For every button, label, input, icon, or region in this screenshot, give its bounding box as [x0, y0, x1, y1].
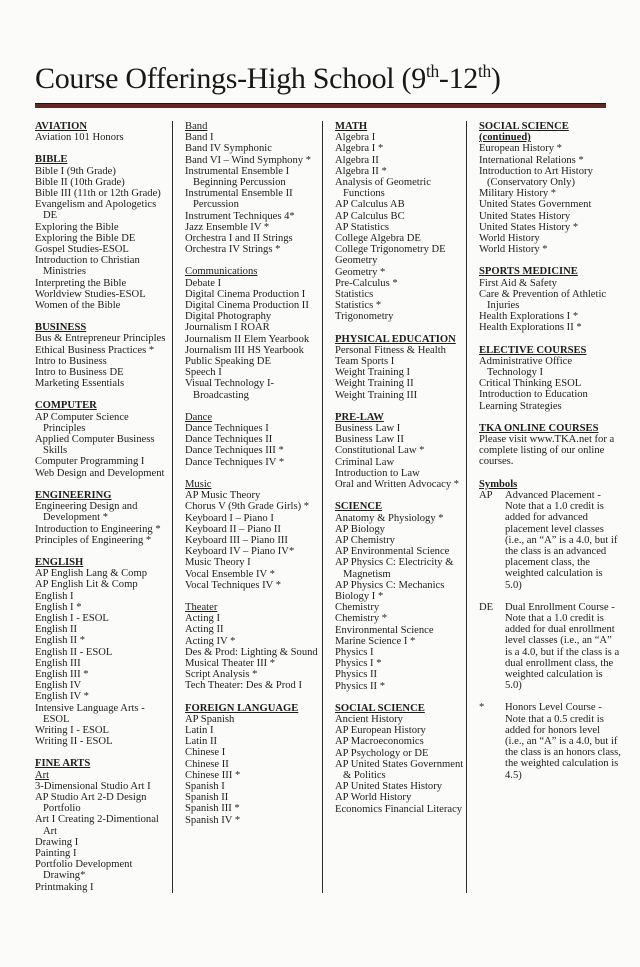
course-item: AP United States Government & Politics — [335, 758, 464, 781]
course-item: AP English Lit & Comp — [35, 579, 138, 591]
course-item: AP Computer Science Principles — [35, 411, 129, 434]
course-item: Musical Theater III * — [185, 657, 276, 669]
section-header: FOREIGN LANGUAGE — [185, 702, 299, 714]
course-item: Learning Strategies — [479, 400, 562, 412]
section-science — [335, 501, 465, 691]
course-item: Band I — [185, 132, 214, 144]
course-item: Web Design and Development — [35, 467, 165, 479]
course-item: Band IV Symphonic — [185, 143, 272, 155]
course-item: AP European History — [335, 725, 426, 737]
course-item: United States Government — [479, 199, 592, 211]
course-item: AP Environmental Science — [335, 546, 450, 558]
symbol-description: Dual Enrollment Course - Note that a 1.0 credit is added for dual enrollment level classes (i.e., an “A” is a 4.0, but if the class is a dual enrollment class, the weighted calculation is 5.0) — [505, 601, 620, 692]
course-item: Vocal Ensemble IV * — [185, 568, 275, 580]
course-item: Vocal Techniques IV * — [185, 579, 282, 591]
course-item: Health Explorations II * — [479, 322, 582, 334]
course-item: AP Psychology or DE — [335, 747, 429, 759]
course-columns — [35, 121, 640, 893]
section-header: TKA ONLINE COURSES — [479, 422, 599, 434]
course-item: Anatomy & Physiology * — [335, 512, 444, 524]
course-item: International Relations * — [479, 154, 584, 166]
course-item: Journalism I ROAR — [185, 322, 270, 334]
section-header: ENGLISH — [35, 556, 84, 568]
course-item: Spanish II — [185, 792, 229, 804]
section-foreign-language — [185, 703, 321, 826]
course-item: English III * — [35, 668, 89, 680]
course-item: Journalism II Elem Yearbook — [185, 333, 310, 345]
course-item: Statistics * — [335, 300, 382, 312]
course-item: Oral and Written Advocacy * — [335, 479, 460, 491]
course-item: AP Calculus BC — [335, 210, 405, 222]
course-item: Keyboard III – Piano III — [185, 534, 288, 546]
course-item: Orchestra IV Strings * — [185, 244, 281, 256]
course-item: Exploring the Bible DE — [35, 232, 136, 244]
course-item: Chinese II — [185, 758, 229, 770]
course-item: College Algebra DE — [335, 233, 421, 245]
course-item: Chinese III * — [185, 769, 241, 781]
symbol-term: * — [479, 702, 485, 714]
course-item: European History * — [479, 143, 562, 155]
section-math — [335, 121, 465, 323]
course-item: Evangelism and Apologetics DE — [35, 199, 157, 222]
course-item: Aviation 101 Honors — [35, 132, 124, 144]
course-item: Physics I * — [335, 658, 382, 670]
course-item: AP World History — [335, 792, 412, 804]
course-item: Introduction to Art History (Conservatory Only) — [479, 165, 593, 189]
course-item: Chemistry — [335, 602, 380, 614]
course-item: Acting I — [185, 613, 221, 625]
course-item: Pre-Calculus * — [335, 277, 398, 289]
column-1 — [35, 121, 171, 893]
symbol-term: AP — [479, 489, 493, 501]
section-header: SCIENCE — [335, 501, 383, 513]
course-item: Intro to Business DE — [35, 367, 124, 379]
course-item: English III — [35, 657, 81, 669]
course-item: Geometry — [335, 255, 378, 267]
course-item: Chemistry * — [335, 613, 388, 625]
document-page — [0, 62, 640, 967]
section-header: FINE ARTS — [35, 758, 91, 770]
course-item: Business Law I — [335, 423, 401, 435]
course-item: Physics II — [335, 669, 378, 681]
title-text-post: ) — [490, 62, 501, 95]
section-header: Music — [185, 478, 212, 490]
course-item: Biology I * — [335, 590, 384, 602]
course-item: Ethical Business Practices * — [35, 344, 155, 356]
section-art — [35, 770, 171, 893]
course-item: AP Calculus AB — [335, 199, 405, 211]
section-header: MATH — [335, 121, 368, 132]
section-social-science — [335, 703, 465, 815]
course-item: Drawing I — [35, 836, 79, 848]
symbol-description: Honors Level Course - Note that a 0.5 credit is added for honors level (i.e., an “A” is a 4.0, but if the class is an honors class, the weighted calculation is 4.5) — [505, 702, 621, 781]
course-item: Weight Training III — [335, 389, 418, 401]
course-item: Keyboard IV – Piano IV* — [185, 546, 295, 558]
section-sports-medicine — [479, 266, 621, 333]
course-item: English IV * — [35, 691, 89, 703]
symbol-term: DE — [479, 601, 494, 613]
course-item: English I * — [35, 601, 82, 613]
section-header: SOCIAL SCIENCE (continued) — [479, 121, 569, 144]
course-item: English II - ESOL — [35, 646, 113, 658]
symbol-description: Advanced Placement - Note that a 1.0 credit is added for advanced placement level classes (i.e., an “A” is a 4.0, but if the class is an advanced placement class, the weighted calculation is 5.0) — [505, 489, 618, 591]
course-item: Constitutional Law * — [335, 445, 425, 457]
course-item: Bus & Entrepreneur Principles — [35, 333, 166, 345]
course-item: Personal Fitness & Health — [335, 344, 446, 356]
course-item: Band VI – Wind Symphony * — [185, 154, 312, 166]
title-text-mid: -12 — [438, 62, 478, 95]
course-item: Applied Computer Business Skills — [35, 434, 155, 457]
section-header: PRE-LAW — [335, 411, 384, 423]
course-item: Intensive Language Arts - ESOL — [35, 702, 145, 725]
course-item: Introduction to Christian Ministries — [35, 255, 140, 278]
course-item: English II * — [35, 635, 86, 647]
section-physical-education — [335, 334, 465, 401]
section-header: Band — [185, 121, 208, 132]
section-computer — [35, 400, 171, 478]
course-item: Keyboard I – Piano I — [185, 512, 274, 524]
section-header: AVIATION — [35, 121, 88, 132]
page-title — [35, 62, 640, 96]
course-item: World History — [479, 233, 540, 245]
course-item: Chorus V (9th Grade Girls) * — [185, 501, 310, 513]
course-item: Introduction to Education — [479, 389, 588, 401]
column-2 — [172, 121, 321, 893]
course-item: First Aid & Safety — [479, 277, 557, 289]
course-item: AP United States History — [335, 781, 443, 793]
course-item: Introduction to Law — [335, 467, 420, 479]
course-item: World History * — [479, 244, 548, 256]
course-item: AP Spanish — [185, 713, 235, 725]
symbol-definition — [479, 490, 621, 591]
course-item: Instrumental Ensemble II Percussion — [185, 188, 293, 211]
section-communications — [185, 266, 321, 400]
course-item: 3-Dimensional Studio Art I — [35, 780, 151, 792]
course-item: Des & Prod: Lighting & Sound — [185, 646, 318, 658]
course-item: Statistics — [335, 289, 374, 301]
section-theater — [185, 602, 321, 692]
course-item: Physics II * — [335, 680, 386, 692]
course-item: Intro to Business — [35, 355, 107, 367]
course-item: Exploring the Bible — [35, 221, 119, 233]
course-item: English I — [35, 590, 74, 602]
course-item: Physics I — [335, 646, 374, 658]
course-item: Team Sports I — [335, 356, 395, 368]
course-item: Bible III (11th or 12th Grade) — [35, 188, 161, 200]
course-item: Economics Financial Literacy — [335, 803, 463, 815]
section-header: BUSINESS — [35, 322, 87, 334]
course-item: Speech I — [185, 367, 222, 379]
section-header: Dance — [185, 411, 213, 423]
section-music — [185, 479, 321, 591]
section-business — [35, 322, 171, 389]
course-item: Public Speaking DE — [185, 356, 271, 368]
section-header: Art — [35, 769, 50, 781]
course-item: Care & Prevention of Athletic Injuries — [479, 288, 607, 312]
section-elective-courses — [479, 345, 621, 412]
course-item: Weight Training I — [335, 367, 411, 379]
course-item: Algebra II * — [335, 165, 387, 177]
course-item: Dance Techniques II — [185, 434, 273, 446]
course-item: AP Music Theory — [185, 490, 261, 502]
course-item: Journalism III HS Yearbook — [185, 344, 304, 356]
course-item: Women of the Bible — [35, 300, 121, 312]
section-header: Symbols — [479, 478, 518, 490]
course-item: Chinese I — [185, 747, 226, 759]
course-item: Weight Training II — [335, 378, 414, 390]
course-item: Computer Programming I — [35, 456, 145, 468]
course-item: College Trigonometry DE — [335, 244, 446, 256]
section-header: COMPUTER — [35, 400, 97, 412]
section-aviation — [35, 121, 171, 143]
course-item: Portfolio Development Drawing* — [35, 859, 133, 882]
course-item: Digital Photography — [185, 311, 272, 323]
course-item: Debate I — [185, 277, 222, 289]
section-header: ENGINEERING — [35, 489, 112, 501]
section-band — [185, 121, 321, 255]
course-item: Health Explorations I * — [479, 311, 579, 323]
course-item: Script Analysis * — [185, 669, 258, 681]
course-item: Environmental Science — [335, 624, 434, 636]
section-tka-online-courses — [479, 423, 621, 468]
course-item: Introduction to Engineering * — [35, 523, 161, 535]
course-item: AP English Lang & Comp — [35, 568, 148, 580]
course-item: Spanish IV * — [185, 814, 241, 826]
course-item: Principles of Engineering * — [35, 534, 152, 546]
course-item: English I - ESOL — [35, 612, 109, 624]
section-pre-law — [335, 412, 465, 490]
column-4 — [466, 121, 621, 893]
section-header: SOCIAL SCIENCE — [335, 702, 425, 714]
section-engineering — [35, 490, 171, 546]
section-fine-arts — [35, 758, 171, 769]
course-item: Printmaking I — [35, 881, 94, 893]
course-item: Music Theory I — [185, 557, 251, 569]
course-item: AP Statistics — [335, 221, 390, 233]
course-item: Analysis of Geometric Functions — [335, 177, 431, 200]
course-item: AP Physics C: Electricity & Magnetism — [335, 557, 454, 580]
course-item: Digital Cinema Production II — [185, 300, 309, 312]
course-item: Acting IV * — [185, 635, 236, 647]
course-item: Acting II — [185, 624, 224, 636]
title-superscript-th-1: th — [425, 61, 439, 81]
course-item: AP Macroeconomics — [335, 736, 424, 748]
symbol-definition — [479, 602, 621, 692]
course-item: Latin I — [185, 724, 214, 736]
course-item: Algebra I — [335, 132, 376, 144]
section-header: PHYSICAL EDUCATION — [335, 333, 456, 345]
course-item: Instrument Techniques 4* — [185, 210, 295, 222]
section-header: Communications — [185, 266, 258, 278]
course-item: Algebra II — [335, 154, 379, 166]
course-item: English IV — [35, 680, 82, 692]
section-header: SPORTS MEDICINE — [479, 266, 578, 278]
course-item: Trigonometry — [335, 311, 394, 323]
course-item: Bible I (9th Grade) — [35, 165, 116, 177]
course-item: Military History * — [479, 188, 557, 200]
section-symbols — [479, 479, 621, 781]
course-item: Dance Techniques I — [185, 423, 269, 435]
course-item: Painting I — [35, 847, 77, 859]
course-item: AP Chemistry — [335, 534, 395, 546]
course-item: AP Physics C: Mechanics — [335, 579, 445, 591]
course-item: Spanish III * — [185, 803, 240, 815]
course-item: Jazz Ensemble IV * — [185, 221, 270, 233]
course-item: AP Biology — [335, 523, 385, 535]
course-item: Dance Techniques IV * — [185, 456, 285, 468]
course-item: Tech Theater: Des & Prod I — [185, 680, 303, 692]
course-item: Spanish I — [185, 780, 225, 792]
section-header: BIBLE — [35, 154, 68, 166]
course-item: Gospel Studies-ESOL — [35, 244, 129, 256]
course-item: Ancient History — [335, 713, 403, 725]
course-item: Business Law II — [335, 434, 404, 446]
course-item: Critical Thinking ESOL — [479, 378, 582, 390]
course-item: Latin II — [185, 736, 218, 748]
course-item: Criminal Law — [335, 456, 395, 468]
course-item: Instrumental Ensemble I Beginning Percussion — [185, 165, 290, 189]
course-item: Engineering Design and Development * — [35, 501, 138, 524]
course-item: Algebra I * — [335, 143, 384, 155]
section-dance — [185, 412, 321, 468]
course-item: Interpreting the Bible — [35, 277, 127, 289]
course-item: Administrative Office Technology I — [479, 355, 573, 379]
section-header: Theater — [185, 601, 218, 613]
course-item: Digital Cinema Production I — [185, 288, 306, 300]
symbol-definition — [479, 702, 621, 780]
course-item: AP Studio Art 2-D Design Portfolio — [35, 791, 147, 815]
course-item: Writing I - ESOL — [35, 724, 110, 736]
title-divider-rule — [35, 103, 606, 108]
course-item: Dance Techniques III * — [185, 445, 284, 457]
course-item: English II — [35, 624, 78, 636]
course-item: Writing II - ESOL — [35, 736, 113, 748]
course-item: United States History * — [479, 221, 579, 233]
section-social-science-continued — [479, 121, 621, 255]
course-item: Worldview Studies-ESOL — [35, 288, 146, 300]
section-header: ELECTIVE COURSES — [479, 344, 587, 356]
section-english — [35, 557, 171, 747]
title-superscript-th-2: th — [477, 61, 491, 81]
course-item: Bible II (10th Grade) — [35, 176, 125, 188]
course-item: Keyboard II – Piano II — [185, 523, 281, 535]
course-item: Geometry * — [335, 266, 386, 278]
course-item: Art I Creating 2-Dimentional Art — [35, 814, 159, 837]
column-3 — [322, 121, 465, 893]
course-item: Visual Technology I-Broadcasting — [185, 378, 275, 401]
course-item: Marketing Essentials — [35, 378, 125, 390]
course-item: Marine Science I * — [335, 635, 416, 647]
section-bible — [35, 154, 171, 311]
section-paragraph: Please visit www.TKA.net for a complete listing of our online courses. — [479, 434, 615, 468]
course-item: Orchestra I and II Strings — [185, 233, 293, 245]
title-text-pre: Course Offerings-High School (9 — [35, 62, 426, 95]
course-item: United States History — [479, 210, 571, 222]
